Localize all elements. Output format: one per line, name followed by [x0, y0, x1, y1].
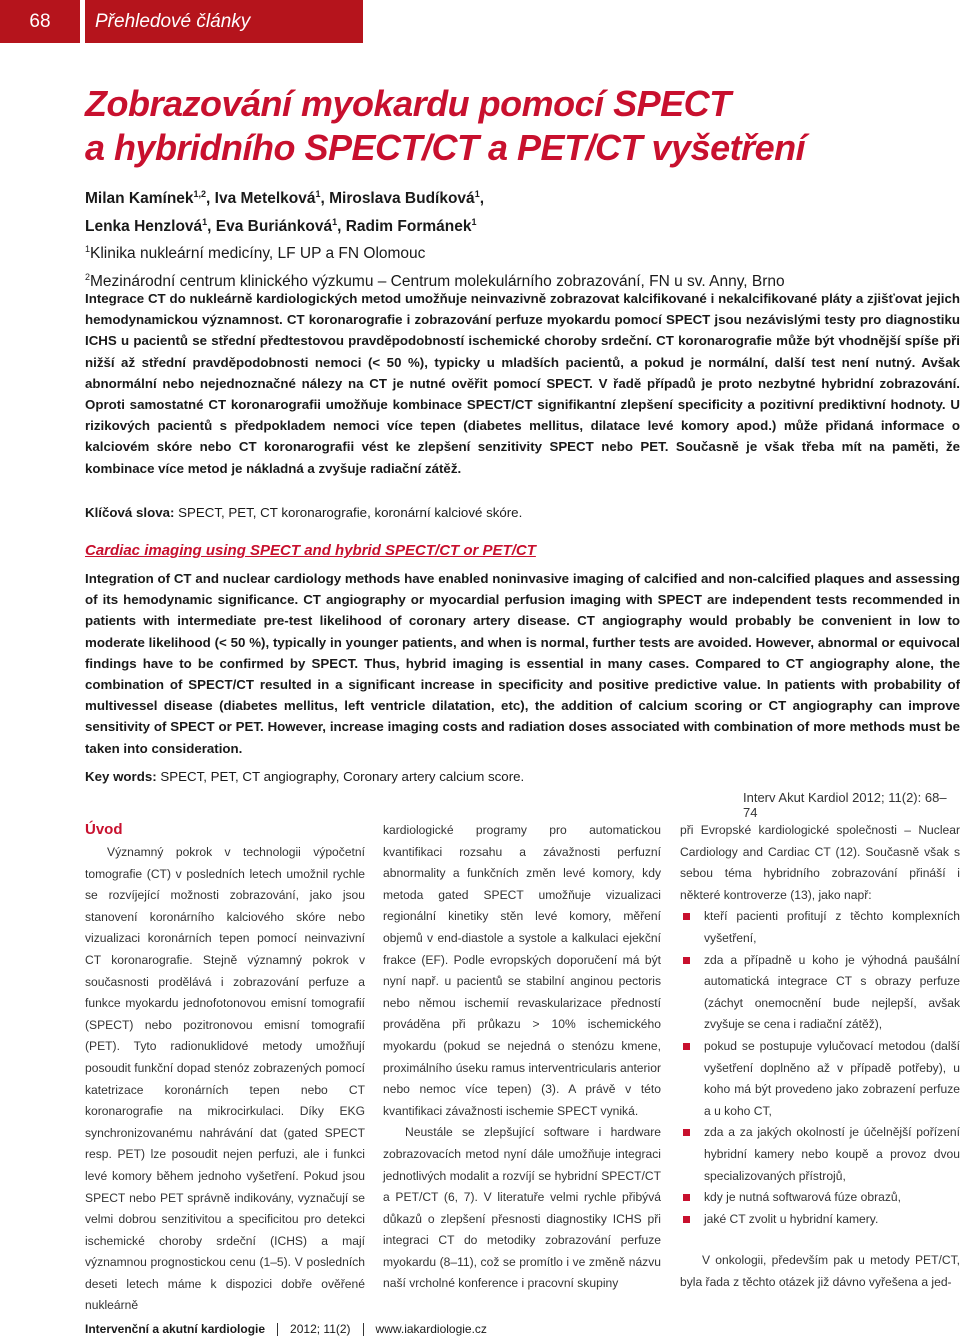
footer-issue: 2012; 11(2)	[290, 1322, 351, 1336]
authors-line-1: Milan Kamínek$^{1,2}$, Iva Metelková$^1$, Miroslava Budíková$^1$,	[85, 189, 485, 208]
authors-block	[85, 183, 785, 294]
english-title: Cardiac imaging using SPECT and hybrid SPECT/CT or PET/CT	[85, 542, 536, 559]
keywords-en-label: Key words:	[85, 769, 157, 784]
keywords-text: SPECT, PET, CT koronarografie, koronární kalciové skóre.	[174, 505, 523, 520]
keywords-en-text: SPECT, PET, CT angiography, Coronary artery calcium score.	[156, 769, 525, 784]
keywords-english	[85, 766, 960, 787]
list-item: zda a případně u koho je výhodná paušální automatická integrace CT s obrazy perfuze (záchyt onemocnění bude nejlepší, avšak zvyšuje se cena i radiační zátěž),	[680, 950, 960, 1036]
keywords-czech	[85, 502, 960, 523]
footer-url[interactable]: www.iakardiologie.cz	[375, 1322, 487, 1336]
page-number: 68	[0, 0, 80, 43]
list-item: zda a za jakých okolností je účelnější pořízení hybridní kamery nebo koupě a provoz dvou specializovaných přístrojů,	[680, 1122, 960, 1187]
authors-line-2: Lenka Henzlová$^1$, Eva Buriánková$^1$, Radim Formánek$^1$	[85, 216, 477, 235]
list-item: jaké CT zvolit u hybridní kamery.	[680, 1209, 960, 1231]
title-line-2: a hybridního SPECT/CT a PET/CT vyšetření	[85, 127, 806, 168]
footer-separator	[277, 1323, 278, 1336]
col2-paragraph-1: kardiologické programy pro automatickou kvantifikaci rozsahu a závažnosti perfuzní abnormality a funkčních změn levé komory, kdy metoda gated SPECT umožňuje vizualizaci regionální kinetiky stěn levé komory, měření objemů v end-diastole a systole a kalkulaci ejekční frakce (EF). Podle evropských doporučení má být nyní např. u pacientů se stabilní anginou pectoris nebo němou ischemií revaskularizace předností prováděna při průkazu > 10% ischemického myokardu (pokud se nejedná o stenózu kmene, proximálního úseku ramus interventricularis anterior nebo nemoc více tepen) (3). A právě v této kvantifikaci závažnosti ischemie SPECT vyniká.	[383, 823, 661, 1118]
abstract-czech-text: Integrace CT do nukleárně kardiologických metod umožňuje neinvazivně zobrazovat kalcifikované i nekalcifikované pláty a zjišťovat jejich hemodynamickou významnost. CT koronarografie i zobrazování perfuze myokardu pomocí SPECT jsou nezávislými testy pro diagnostiku ICHS u pacientů se střední předtestovou pravděpodobností ischemické choroby srdeční. CT koronarografie může být vhodnější spíše při nižší až střední pravděpodobnosti nemoci (< 50 %), typicky u mladších pacientů, a pokud je normální, další test není nutný. Avšak abnormální nebo nejednoznačné nálezy na CT je nutné ověřit pomocí SPECT. V řadě případů je proto nezbytné hybridní zobrazování. Oproti samostatné CT koronarografii umožňuje kombinace SPECT/CT signifikantní zlepšení specificity a pozitivní prediktivní hodnoty. U rizikových pacientů s předpokladem nemoci více tepen (diabetes mellitus, dilatace levé komory apod.) může přidaná informace o kalciovém skóre nebo CT koronarografii vést ke zlepšení senzitivity SPECT nebo PET. Současně je však třeba mít na paměti, že kombinace více metod je nákladná a zvyšuje radiační zátěž.	[85, 291, 960, 476]
article-title	[85, 82, 805, 170]
uvod-heading: Úvod	[85, 821, 123, 838]
affiliation-1: $^1$Klinika nukleární medicíny, LF UP a FN Olomouc	[85, 244, 426, 263]
abstract-english-text: Integration of CT and nuclear cardiology methods have enabled noninvasive imaging of calcified and non-calcified plaques and assessing of its hemodynamic significance. CT angiography or myocardial perfusion imaging with SPECT are independent tests recommended in patients with intermediate pre-test likelihood of coronary artery disease. CT angiography would probably be convenient in low to moderate likelihood (< 50 %), typically in younger patients, and when is normal, further tests are avoided. However, abnormal or equivocal findings have to be confirmed by SPECT. Thus, hybrid imaging is essential in many cases. Compared to CT angiography alone, the combination of SPECT/CT resulted in a significant increase in specificity and positive predictive value. In patients with probability of multivessel disease (diabetes mellitus, left ventricle dilatation, etc), the addition of calcium scoring or CT angiography can improve sensitivity of SPECT or PET. However, increase imaging costs and radiation doses associated with combination of more methods must be taken into consideration.	[85, 571, 960, 756]
citation: Interv Akut Kardiol 2012; 11(2): 68–74	[743, 790, 947, 820]
column-2	[383, 820, 661, 1295]
column-3	[680, 820, 960, 1293]
col2-paragraph-2: Neustále se zlepšující software i hardware zobrazovacích metod nyní dále umožňuje integraci jednotlivých modalit a rozvíjí se hybridní SPECT/CT a PET/CT (6, 7). V literatuře velmi rychle přibývá důkazů o zlepšení přesnosti diagnostiky ICHS při integraci CT do metodiky zobrazování perfuze myokardu (8–11), což se promítlo i ve změně názvu naší vrcholné konference i pracovní skupiny	[383, 1125, 661, 1291]
column-1	[85, 820, 365, 1317]
keywords-label: Klíčová slova:	[85, 505, 175, 520]
col3-paragraph-2: V onkologii, především pak u metody PET/CT, byla řada z těchto otázek již dávno vyřešena a jed-	[680, 1253, 960, 1289]
affiliation-2: $^2$Mezinárodní centrum klinického výzkumu – Centrum molekulárního zobrazování, FN u sv. Anny, Brno	[85, 271, 785, 291]
footer-journal: Intervenční a akutní kardiologie	[85, 1322, 266, 1336]
list-item: pokud se postupuje vylučovací metodou (další vyšetření doplněno až v případě potřeby), u koho má být provedeno jako zobrazení perfuze a u koho CT,	[680, 1036, 960, 1122]
col1-paragraph: Významný pokrok v technologii výpočetní tomografie (CT) v posledních letech umožnil rychle se rozvíjející možnosti zobrazování, jako jsou stanovení koronárního kalciového skóre nebo vizualizaci koronárních tepen pomocí neinvazivní CT koronarografie. Stejně významný pokrok v současnosti prodělává i zobrazování perfuze a funkce myokardu jednofotonovou emisní tomografií (SPECT) nebo pozitronovou emisní tomografií (PET). Tyto radionuklidové metody umožňují posoudit funkční dopad stenóz zobrazených pomocí katetrizace koronárních tepen nebo CT koronarografie na mikrocirkulaci. Díky EKG synchronizovanému nahrávání dat (gated SPECT resp. PET) lze posoudit nejen perfuzi, ale i funkci levé komory během jednoho vyšetření. Pokud jsou SPECT nebo PET správně indikovány, vyznačují se velmi dobrou senzitivitou a specificitou pro detekci ischemické choroby srdeční (ICHS) a mají významnou prognostickou cenu (1–5). V posledních deseti letech máme k dispozici dobře ověřené nukleárně	[85, 845, 365, 1313]
list-item: kteří pacienti profitují z těchto komplexních vyšetření,	[680, 906, 960, 949]
col3-paragraph-1: při Evropské kardiologické společnosti – Nuclear Cardiology and Cardiac CT (12). Současně však s sebou téma hybridního zobrazování přináší i některé kontroverze (13), jako např:	[680, 823, 960, 902]
controversy-list	[680, 906, 960, 1230]
footer-separator	[363, 1323, 364, 1336]
page-footer	[85, 1322, 487, 1336]
title-line-1: Zobrazování myokardu pomocí SPECT	[85, 83, 731, 124]
abstract-czech	[85, 288, 960, 479]
section-label: Přehledové články	[85, 0, 363, 43]
list-item: kdy je nutná softwarová fúze obrazů,	[680, 1187, 960, 1209]
abstract-english	[85, 568, 960, 759]
